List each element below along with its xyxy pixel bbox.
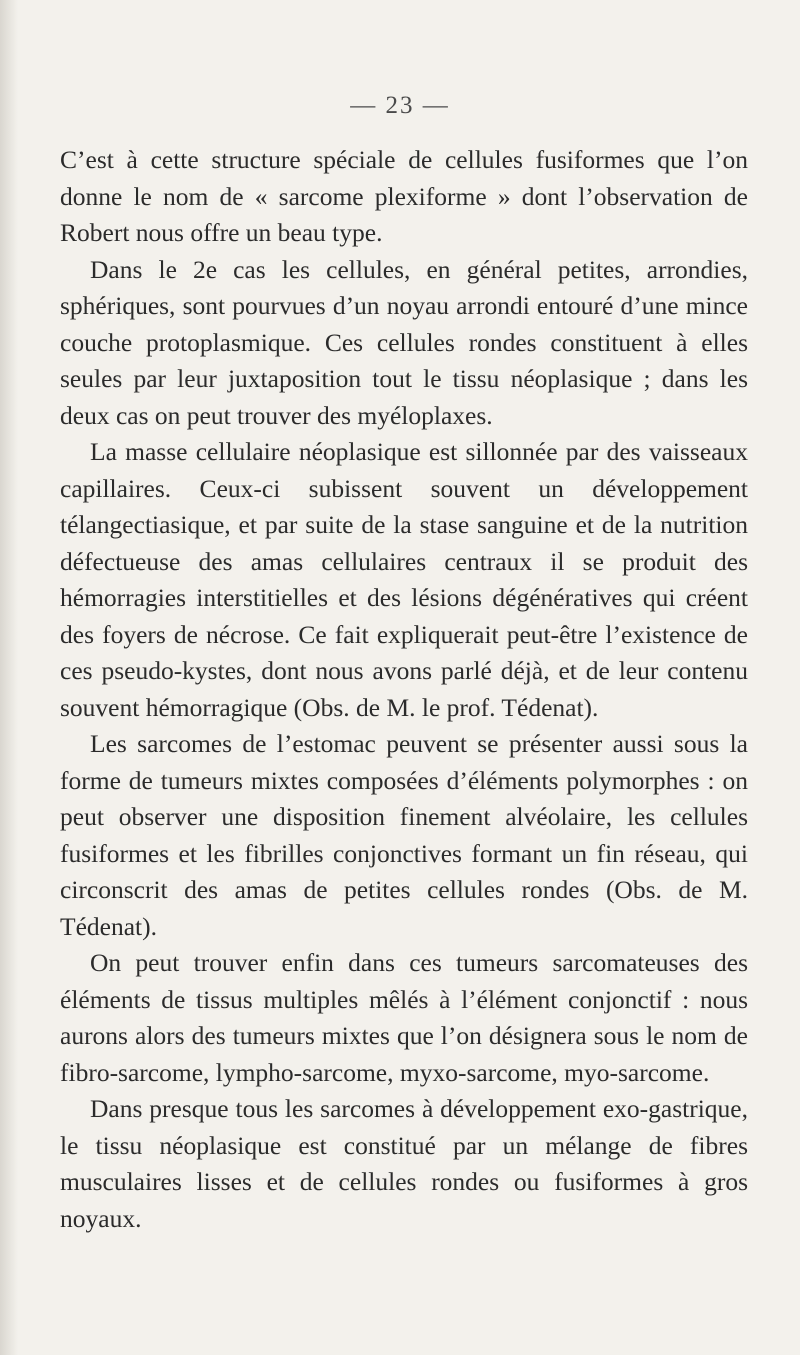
paragraph-6: Dans presque tous les sarcomes à développement exo-gastrique, le tissu néoplasique est constitué par un mélange de fibres musculaires lisses et de cellules rondes ou fusiformes à gros noyaux. xyxy=(60,1094,748,1233)
paragraph-4: Les sarcomes de l’estomac peuvent se présenter aussi sous la forme de tumeurs mixtes composées d’éléments polymorphes : on peut observer une disposition finement alvéolaire, les cellules fusiformes et les fibrilles conjonctives formant un fin réseau, qui circonscrit des amas de petites cellules rondes (Obs. de M. Tédenat). xyxy=(60,729,748,941)
page-edge-shadow xyxy=(0,0,18,1355)
paragraph-3: La masse cellulaire néoplasique est sillonnée par des vaisseaux capillaires. Ceux-ci subissent souvent un développement télangectiasique, et par suite de la stase sanguine et de la nutrition défectueuse des amas cellulaires centraux il se produit des hémorragies interstitielles et des lésions dégénératives qui créent des foyers de nécrose. Ce fait expliquerait peut-être l’existence de ces pseudo-kystes, dont nous avons parlé déjà, et de leur contenu souvent hémorragique (Obs. de M. le prof. Tédenat). xyxy=(60,437,748,722)
body-text xyxy=(60,142,748,1237)
page-number: — 23 — xyxy=(350,92,450,119)
paragraph-5: On peut trouver enfin dans ces tumeurs sarcomateuses des éléments de tissus multiples mêlés à l’élément conjonctif : nous aurons alors des tumeurs mixtes que l’on désignera sous le nom de fibro-sarcome, lympho-sarcome, myxo-sarcome, myo-sarcome. xyxy=(60,948,748,1087)
paragraph-1: C’est à cette structure spéciale de cellules fusiformes que l’on donne le nom de « sarcome plexiforme » dont l’observation de Robert nous offre un beau type. xyxy=(60,145,748,247)
paragraph-2: Dans le 2e cas les cellules, en général petites, arrondies, sphériques, sont pourvues d’un noyau arrondi entouré d’une mince couche protoplasmique. Ces cellules rondes constituent à elles seules par leur juxtaposition tout le tissu néoplasique ; dans les deux cas on peut trouver des myéloplaxes. xyxy=(60,254,748,430)
